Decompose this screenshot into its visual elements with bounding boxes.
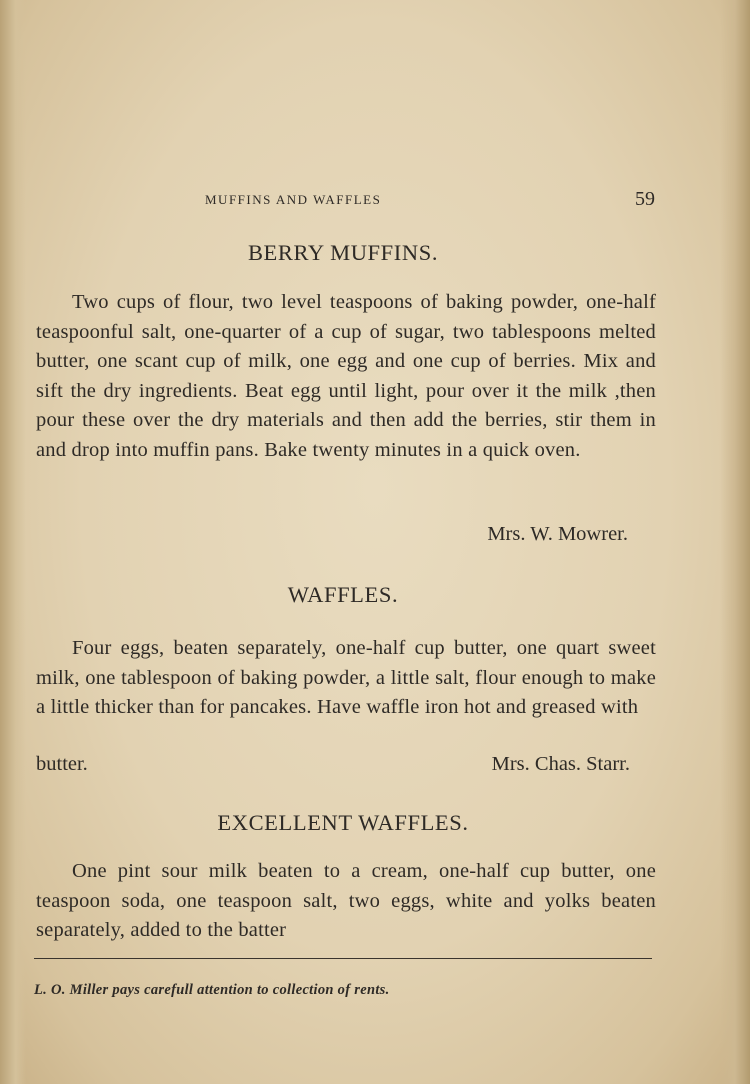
recipe-body-berry-muffins: Two cups of flour, two level teaspoons of baking powder, one-half teaspoonful salt, one-quarter of a cup of sugar, two tablespoons melted butter, one scant cup of milk, one egg and one cup of berries. Mix and sift the dry ingredients. Beat egg until light, pour over it the milk ,then pour these over the dry materials and then add the berries, stir them in and drop into muffin pans. Bake twenty minutes in a quick oven. <box>36 291 656 461</box>
page-edge-left <box>0 0 26 1084</box>
recipe-title-berry-muffins: BERRY MUFFINS. <box>247 240 439 265</box>
running-title: MUFFINS AND WAFFLES <box>205 192 382 207</box>
page-edge-right <box>720 0 750 1084</box>
recipe-title-excellent-waffles: EXCELLENT WAFFLES. <box>217 810 469 835</box>
recipe-contributor-waffles: Mrs. Chas. Starr. <box>491 753 630 775</box>
page-number: 59 <box>635 188 655 210</box>
footer-rule <box>34 958 652 959</box>
recipe-body-waffles-last-word: butter. <box>36 753 88 775</box>
running-head <box>205 188 655 212</box>
recipe-body-excellent-waffles: One pint sour milk beaten to a cream, one-half cup butter, one teaspoon soda, one teaspoon salt, two eggs, white and yolks beaten separately, added to the batter <box>36 860 656 941</box>
footer-advertisement: L. O. Miller pays carefull attention to collection of rents. <box>34 982 390 998</box>
recipe-contributor-berry-muffins: Mrs. W. Mowrer. <box>487 523 628 545</box>
recipe-signature-row-waffles <box>36 753 630 783</box>
recipe-title-waffles: WAFFLES. <box>287 582 399 607</box>
recipe-body-waffles: Four eggs, beaten separately, one-half cup butter, one quart sweet milk, one tablespoon of baking powder, a little salt, flour enough to make a little thicker than for pancakes. Have waffle iron hot and greased with <box>36 637 656 718</box>
